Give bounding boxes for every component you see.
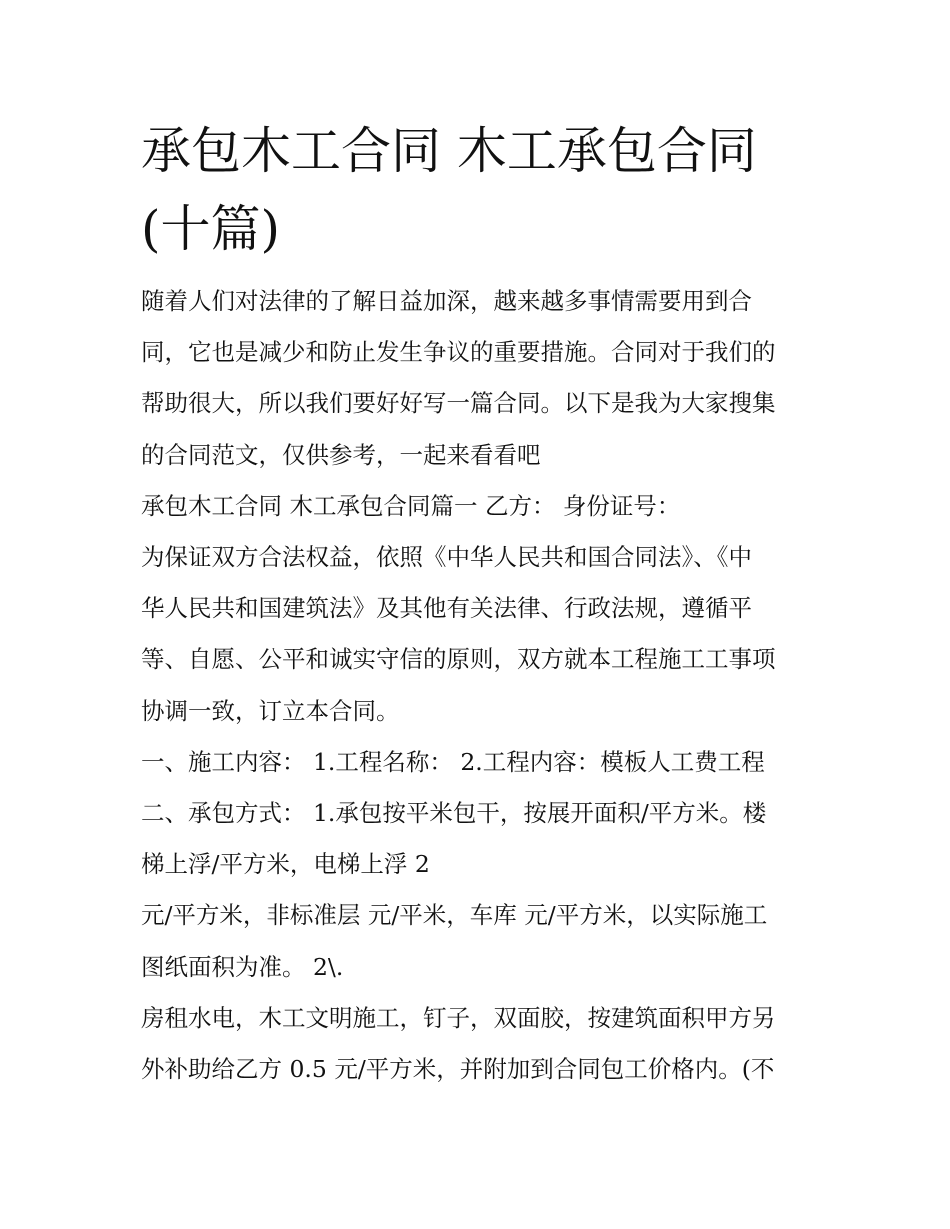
text-line: 随着人们对法律的了解日益加深，越来越多事情需要用到合	[141, 287, 752, 315]
document-body	[141, 276, 821, 1095]
paragraph-section-1	[141, 737, 821, 788]
text-line: 为保证双方合法权益，依照《中华人民共和国合同法》、《中	[141, 543, 752, 572]
text-line: 的合同范文，仅供参考，一起来看看吧	[141, 440, 541, 469]
document-title	[141, 112, 821, 268]
text-line: 等、自愿、公平和诚实守信的原则，双方就本工程施工工事项	[141, 645, 776, 674]
text-line: 协调一致，订立本合同。	[141, 696, 400, 725]
paragraph-section-2	[141, 788, 821, 890]
paragraph-section-2-cont	[141, 890, 821, 992]
text-line: 元/平方米，非标准层 元/平米，车库 元/平方米，以实际施工	[141, 901, 768, 930]
text-line: 图纸面积为准。 2\.	[141, 952, 344, 981]
text-line: 承包木工合同 木工承包合同篇一 乙方： 身份证号：	[141, 491, 681, 520]
paragraph-utilities	[141, 993, 821, 1095]
text-line: 华人民共和国建筑法》及其他有关法律、行政法规，遵循平	[141, 594, 752, 623]
text-line: 帮助很大，所以我们要好好写一篇合同。以下是我为大家搜集	[141, 389, 776, 418]
paragraph-preamble	[141, 532, 821, 737]
text-line: 二、承包方式： 1.承包按平米包干，按展开面积/平方米。楼	[141, 799, 767, 828]
paragraph-contract-header	[141, 481, 821, 532]
text-line: 梯上浮/平方米，电梯上浮 2	[141, 850, 430, 879]
text-line: 外补助给乙方 0.5 元/平方米，并附加到合同包工价格内。(不	[141, 1055, 775, 1084]
paragraph-intro	[141, 276, 821, 481]
title-line: 承包木工合同 木工承包合同	[141, 122, 757, 180]
text-line: 一、施工内容： 1.工程名称： 2.工程内容：模板人工费工程	[141, 747, 765, 776]
title-line: (十篇)	[141, 200, 281, 258]
text-line: 房租水电，木工文明施工，钉子，双面胶，按建筑面积甲方另	[141, 1003, 776, 1032]
text-line: 同，它也是减少和防止发生争议的重要措施。合同对于我们的	[141, 338, 776, 367]
